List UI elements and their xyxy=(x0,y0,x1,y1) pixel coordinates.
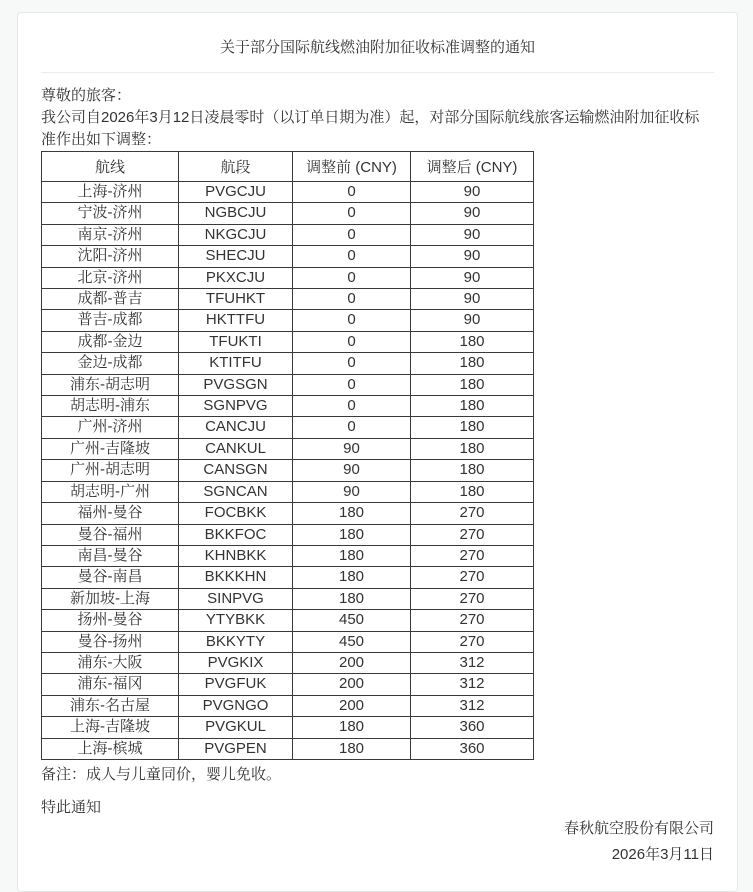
table-row xyxy=(42,652,534,673)
table-cell: 90 xyxy=(411,267,534,288)
table-cell: 广州-济州 xyxy=(42,417,179,438)
table-cell: 南京-济州 xyxy=(42,224,179,245)
remark-text: 备注：成人与儿童同价，婴儿免收。 xyxy=(41,765,282,783)
table-cell: 北京-济州 xyxy=(42,267,179,288)
table-cell: PVGFUK xyxy=(179,674,293,695)
notice-card xyxy=(17,12,738,892)
table-cell: 普吉-成都 xyxy=(42,310,179,331)
table-cell: 180 xyxy=(411,396,534,417)
table-cell: 胡志明-广州 xyxy=(42,481,179,502)
table-row xyxy=(42,374,534,395)
table-cell: 180 xyxy=(411,417,534,438)
table-cell: NGBCJU xyxy=(179,203,293,224)
table-cell: 450 xyxy=(293,610,411,631)
table-cell: 0 xyxy=(293,353,411,374)
table-cell: 广州-吉隆坡 xyxy=(42,438,179,459)
table-cell: 270 xyxy=(411,588,534,609)
table-cell: 0 xyxy=(293,289,411,310)
table-cell: 90 xyxy=(411,246,534,267)
table-row xyxy=(42,353,534,374)
table-cell: KTITFU xyxy=(179,353,293,374)
table-cell: PVGKIX xyxy=(179,652,293,673)
table-cell: 270 xyxy=(411,503,534,524)
table-row xyxy=(42,524,534,545)
table-row xyxy=(42,674,534,695)
table-cell: 宁波-济州 xyxy=(42,203,179,224)
table-cell: 浦东-福冈 xyxy=(42,674,179,695)
table-cell: 胡志明-浦东 xyxy=(42,396,179,417)
table-cell: PVGPEN xyxy=(179,738,293,759)
table-cell: 90 xyxy=(411,203,534,224)
table-cell: 270 xyxy=(411,631,534,652)
table-cell: CANCJU xyxy=(179,417,293,438)
table-cell: 金边-成都 xyxy=(42,353,179,374)
table-cell: 浦东-名古屋 xyxy=(42,695,179,716)
table-cell: 上海-吉隆坡 xyxy=(42,717,179,738)
table-header-row xyxy=(42,152,534,182)
fuel-surcharge-table xyxy=(41,151,534,760)
table-cell: 福州-曼谷 xyxy=(42,503,179,524)
table-cell: 90 xyxy=(293,438,411,459)
table-cell: SGNCAN xyxy=(179,481,293,502)
table-cell: YTYBKK xyxy=(179,610,293,631)
table-cell: 180 xyxy=(411,353,534,374)
table-row xyxy=(42,224,534,245)
table-cell: 上海-槟城 xyxy=(42,738,179,759)
table-cell: KHNBKK xyxy=(179,545,293,566)
company-name: 春秋航空股份有限公司 xyxy=(563,819,714,837)
table-cell: 90 xyxy=(293,460,411,481)
table-row xyxy=(42,503,534,524)
table-cell: 200 xyxy=(293,652,411,673)
table-cell: 180 xyxy=(293,545,411,566)
table-cell: 180 xyxy=(411,481,534,502)
table-cell: 90 xyxy=(293,481,411,502)
table-cell: 成都-普吉 xyxy=(42,289,179,310)
table-cell: PVGNGO xyxy=(179,695,293,716)
table-row xyxy=(42,588,534,609)
table-cell: 0 xyxy=(293,203,411,224)
table-row xyxy=(42,331,534,352)
table-cell: 0 xyxy=(293,267,411,288)
table-cell: 90 xyxy=(411,310,534,331)
table-cell: 扬州-曼谷 xyxy=(42,610,179,631)
table-cell: 270 xyxy=(411,524,534,545)
table-cell: 90 xyxy=(411,289,534,310)
table-cell: 0 xyxy=(293,224,411,245)
table-header-cell: 调整后 (CNY) xyxy=(411,152,534,182)
table-cell: 200 xyxy=(293,695,411,716)
body-text: 我公司自2026年3月12日凌晨零时（以订单日期为准）起，对部分国际航线旅客运输燃油附加征收标准作出如下调整： xyxy=(41,109,700,148)
table-row xyxy=(42,567,534,588)
table-cell: 180 xyxy=(411,374,534,395)
table-cell: 浦东-胡志明 xyxy=(42,374,179,395)
table-row xyxy=(42,310,534,331)
table-row xyxy=(42,545,534,566)
table-cell: 270 xyxy=(411,545,534,566)
table-row xyxy=(42,738,534,759)
table-row xyxy=(42,460,534,481)
table-cell: 曼谷-南昌 xyxy=(42,567,179,588)
closing-text: 特此通知 xyxy=(41,798,102,816)
table-cell: 312 xyxy=(411,652,534,673)
table-cell: PVGKUL xyxy=(179,717,293,738)
greeting-text: 尊敬的旅客： xyxy=(41,87,132,104)
table-cell: 0 xyxy=(293,331,411,352)
table-cell: CANSGN xyxy=(179,460,293,481)
table-row xyxy=(42,182,534,203)
table-cell: 180 xyxy=(293,503,411,524)
table-cell: 200 xyxy=(293,674,411,695)
table-cell: 成都-金边 xyxy=(42,331,179,352)
table-cell: 0 xyxy=(293,374,411,395)
table-cell: 180 xyxy=(293,588,411,609)
table-cell: 0 xyxy=(293,182,411,203)
table-cell: CANKUL xyxy=(179,438,293,459)
table-cell: 浦东-大阪 xyxy=(42,652,179,673)
table-cell: 180 xyxy=(293,717,411,738)
table-cell: 270 xyxy=(411,567,534,588)
table-cell: 360 xyxy=(411,717,534,738)
table-cell: NKGCJU xyxy=(179,224,293,245)
table-cell: 270 xyxy=(411,610,534,631)
table-row xyxy=(42,289,534,310)
table-cell: TFUKTI xyxy=(179,331,293,352)
table-cell: 180 xyxy=(293,567,411,588)
table-cell: 0 xyxy=(293,396,411,417)
table-cell: 180 xyxy=(411,460,534,481)
table-cell: PKXCJU xyxy=(179,267,293,288)
table-cell: 曼谷-扬州 xyxy=(42,631,179,652)
page-title: 关于部分国际航线燃油附加征收标准调整的通知 xyxy=(219,39,535,56)
table-cell: 312 xyxy=(411,674,534,695)
table-cell: BKKKHN xyxy=(179,567,293,588)
table-header-cell: 航线 xyxy=(42,152,179,182)
table-cell: 0 xyxy=(293,246,411,267)
table-cell: 312 xyxy=(411,695,534,716)
table-cell: PVGCJU xyxy=(179,182,293,203)
table-row xyxy=(42,396,534,417)
table-row xyxy=(42,267,534,288)
table-row xyxy=(42,481,534,502)
table-row xyxy=(42,610,534,631)
table-cell: PVGSGN xyxy=(179,374,293,395)
table-cell: 0 xyxy=(293,417,411,438)
table-cell: 90 xyxy=(411,182,534,203)
table-header-cell: 调整前 (CNY) xyxy=(293,152,411,182)
table-cell: SGNPVG xyxy=(179,396,293,417)
table-cell: 450 xyxy=(293,631,411,652)
table-cell: 90 xyxy=(411,224,534,245)
table-row xyxy=(42,417,534,438)
table-body xyxy=(42,182,534,760)
table-row xyxy=(42,631,534,652)
table-cell: 新加坡-上海 xyxy=(42,588,179,609)
table-cell: 180 xyxy=(293,738,411,759)
table-cell: 南昌-曼谷 xyxy=(42,545,179,566)
table-row xyxy=(42,203,534,224)
table-row xyxy=(42,246,534,267)
table-cell: BKKFOC xyxy=(179,524,293,545)
table-cell: 180 xyxy=(293,524,411,545)
table-cell: HKTTFU xyxy=(179,310,293,331)
table-row xyxy=(42,438,534,459)
table-cell: BKKYTY xyxy=(179,631,293,652)
table-cell: 广州-胡志明 xyxy=(42,460,179,481)
table-cell: 0 xyxy=(293,310,411,331)
table-cell: FOCBKK xyxy=(179,503,293,524)
table-cell: 180 xyxy=(411,331,534,352)
table-cell: 180 xyxy=(411,438,534,459)
table-cell: 曼谷-福州 xyxy=(42,524,179,545)
table-cell: TFUHKT xyxy=(179,289,293,310)
table-row xyxy=(42,717,534,738)
table-header-cell: 航段 xyxy=(179,152,293,182)
table-cell: 沈阳-济州 xyxy=(42,246,179,267)
signature-block xyxy=(41,816,714,868)
table-cell: SINPVG xyxy=(179,588,293,609)
table-row xyxy=(42,695,534,716)
table-cell: SHECJU xyxy=(179,246,293,267)
table-cell: 上海-济州 xyxy=(42,182,179,203)
table-cell: 360 xyxy=(411,738,534,759)
notice-date: 2026年3月11日 xyxy=(611,845,714,863)
title-divider xyxy=(41,72,714,73)
